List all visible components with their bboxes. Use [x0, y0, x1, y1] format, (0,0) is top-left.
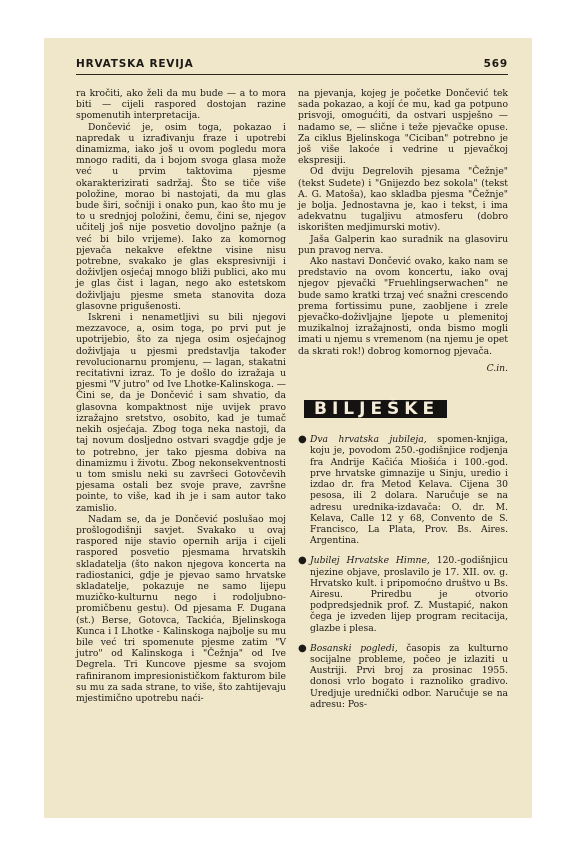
- paragraph: Ako nastavi Dončević ovako, kako nam se predstavio na ovom koncertu, iako ovaj njegov pjevački "Fruehlingserwachen" ne bude samo kratki trzaj već snažni crescendo prema fortissimu pune, zaobljene i zrele pjevačko-doživljajne ljepote u plemenitoj muzikalnoj izražajnosti, onda bismo mogli imati u njemu s vremenom (na njemu je opet da skrati rok!) dobrog komornog pjevača.: [298, 256, 508, 357]
- paragraph: ra kročiti, ako želi da mu bude — a to mora biti — cijeli raspored dostojan razine spomenutih interpretacija.: [76, 88, 286, 122]
- bullet-icon: ●: [298, 434, 307, 446]
- paragraph: Iskreni i nenametljivi su bili njegovi mezzavoce, a, osim toga, po prvi put je upotrijebio, što za njega osim osjećajnog doživljaja u pjesmi predstavlja također revolucionarnu promjenu, — lagan, stakatni recitativni izraz. To je došlo do izražaja u pjesmi "V jutro" od Ive Lhotke-Kalinskoga. — Čini se, da je Dončević i sam shvatio, da glasovna kompaktnost nije uvijek pravo izražajno sretstvo, osobito, kad je tumač nekih osjećaja. Zbog toga neka nastoji, da taj novum dosljedno ostvari svagdje gdje je to potrebno, jer tako pjesma dobiva na dinamizmu i životu. Zbog nekonsekventnosti u tom smislu neki su završeci Gotovčevih pjesama ostali bez svoje prave, završne pointe, to više, kad ih je i sam autor tako zamislio.: [76, 312, 286, 514]
- note-title: Bosanski pogledi,: [310, 642, 398, 654]
- paragraph: Jaša Galperin kao suradnik na glasoviru pun pravog nerva.: [298, 233, 508, 256]
- bullet-icon: ●: [298, 642, 307, 654]
- note-title: Dva hrvatska jubileja,: [310, 434, 427, 446]
- note-text: časopis za kulturno socijalne probleme, počeo je izlaziti u Austriji. Prvi broj za prosinac 1955. donosi vrlo bogato i raznoliko gradivo. Uredjuje urednički odbor. Naručuje se na adresu: Pos-: [310, 642, 508, 710]
- right-column: [298, 88, 508, 719]
- bullet-icon: ●: [298, 555, 307, 567]
- note-text: 120.-godišnjicu njezine objave, proslavilo je 17. XII. ov. g. Hrvatsko kult. i pripomoćno društvo u Bs. Airesu. Priredbu je otvorio podpredsjednik prof. Z. Mustapić, nakon čega je izveden lijep program recitacija, glazbe i plesa.: [310, 555, 509, 634]
- paragraph: Dončević je, osim toga, pokazao i napredak u izrađivanju fraze i upotrebi dinamizma, iako još u ovom pogledu mora mnogo raditi, da i bojom svoga glasa može već u prvim taktovima pjesme okarakterizirati sadržaj. Što se tiče više položine, morao bi nastojati, da mu glas bude širi, sočniji i onako pun, kao što mu je to u srednjoj položini, čemu, čini se, njegov učitelj još nije posvetio dovoljno pažnje (a već bi bilo vrijeme). Iako za komornog pjevača nekakve efektne visine nisu potrebne, svakako je glas ekspresivniji i doživljen osjećaj mnogo bliži publici, ako mu je glas čist i lagan, nego ako estetskom doživljaju pjesme smeta stanovita doza glasovne prigušenosti.: [76, 121, 286, 312]
- note-item: [298, 555, 508, 633]
- left-column: [76, 88, 286, 704]
- section-heading: BILJEŠKE: [304, 400, 447, 418]
- paragraph: Od dviju Degrelovih pjesama "Čežnje" (tekst Sudete) i "Gnijezdo bez sokola" (tekst A. G. Matoša), kao skladba pjesma "Čežnje" je bolja. Jednostavna je, kao i tekst, i ima adekvatnu tugaljivu atmosferu (dobro iskorišten medjimurski motiv).: [298, 166, 508, 234]
- page-number: 569: [483, 58, 508, 70]
- note-item: [298, 434, 508, 546]
- author-signature: C.in.: [486, 362, 508, 374]
- note-title: Jubilej Hrvatske Himne,: [310, 555, 430, 567]
- note-text: spomen-knjiga, koju je, povodom 250.-godišnjice rodjenja fra Andrije Kačića Miošića i 100.-god. prve hrvatske gimnazije u Sinju, uredio i izdao dr. fra Metod Kelava. Cijena 30 pesosa, ili 2 dolara. Naručuje se na adresu urednika-izdavača: O. dr. M. Kelava, Calle 12 y 68, Convento de S. Francisco, La Plata, Prov. Bs. Aires. Argentina.: [310, 434, 508, 547]
- running-header: [76, 58, 508, 75]
- note-item: [298, 643, 508, 710]
- paragraph: Nadam se, da je Dončević poslušao moj prošlogodišnji savjet. Svakako u ovaj raspored nije stavio opernih arija i cijeli raspored posvetio pjesmama hrvatskih skladatelja (što nakon njegova koncerta na radiostanici, gdje je pjevao samo hrvatske skladatelje, pokazuje ne samo lijepu muzičko-kulturnu nego i rodoljubno-promičbenu gestu). Od pjesama F. Dugana (st.) Berse, Gotovca, Tackića, Bjelinskoga Kunca i I Lhotke - Kalinskoga najbolje su mu bile već tri spomenute pjesme zatim "V jutro" od Kalinskoga i "Čežnja" od Ive Degrela. Tri Kuncove pjesme sa svojom rafiniranom impresionističkom fakturom bile su mu za sada strane, to više, što zahtijevaju mjestimično upotrebu naći-: [76, 513, 286, 704]
- journal-title: HRVATSKA REVIJA: [76, 58, 194, 70]
- paragraph: na pjevanja, kojeg je početke Dončević tek sada pokazao, a kojí će mu, kad ga potpuno prisvoji, omogućiti, da ostvari uspješno — nadamo se, — slične i teže pjevačke opuse. Za ciklus Bjelinskoga "Ciciban" potrebno je još više lakoće i vedrine u pjevačkoj ekspresiji.: [298, 88, 508, 167]
- magazine-page: [44, 38, 532, 818]
